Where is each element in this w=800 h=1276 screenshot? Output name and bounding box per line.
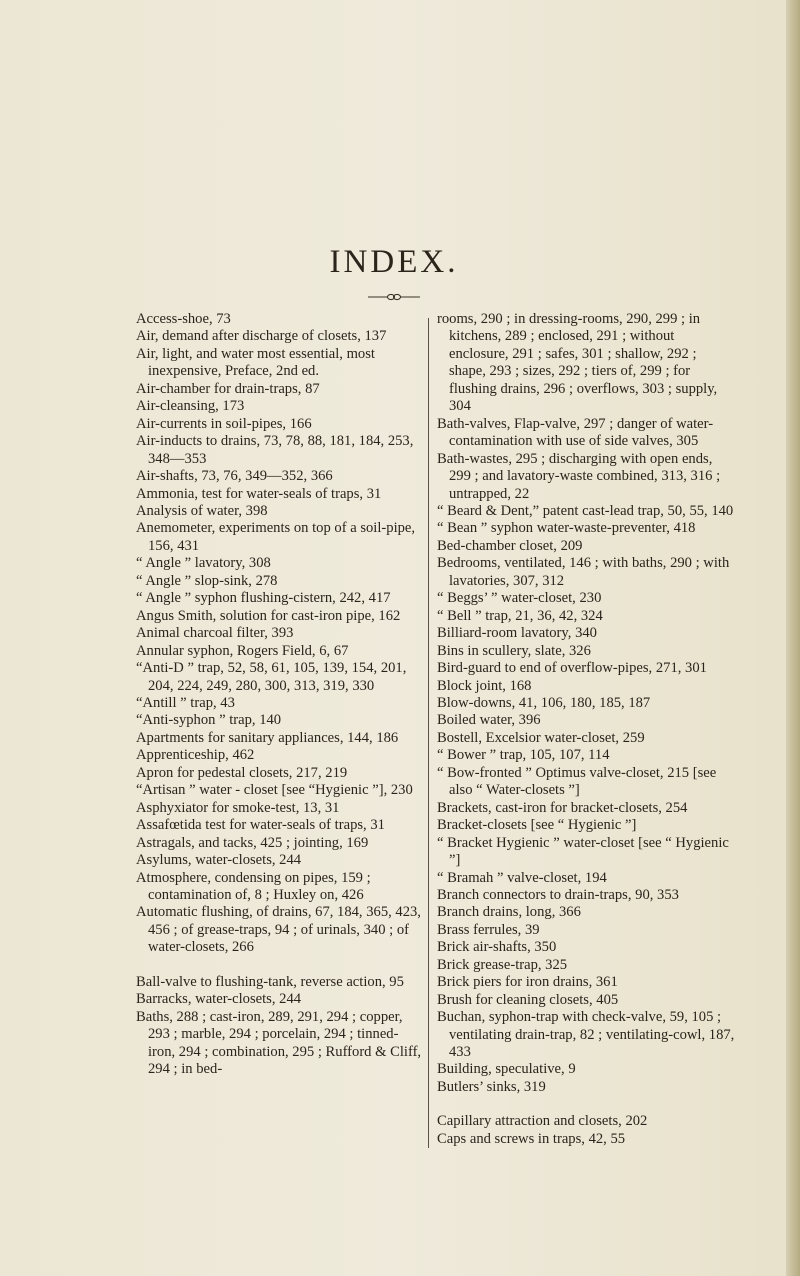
index-entry: “ Bracket Hygienic ” water-closet [see “ Hygienic ”] [437,834,729,869]
index-entry: Brick piers for iron drains, 361 [437,974,618,991]
index-entry: “ Angle ” slop-sink, 278 [136,572,278,589]
index-entry: Brick air-shafts, 350 [437,939,557,956]
index-entry: “Artisan ” water - closet [see “Hygienic ”], 230 [136,782,413,799]
index-entry: “ Bean ” syphon water-waste-preventer, 418 [437,520,696,537]
index-entry: Brick grease-trap, 325 [437,956,568,973]
index-entry: Branch drains, long, 366 [437,904,581,921]
index-entry: Analysis of water, 398 [136,502,268,519]
index-entry: Automatic flushing, of drains, 67, 184, 365, 423, 456 ; of grease-traps, 94 ; of urinals, 340 ; of water-closets, 266 [136,904,421,956]
index-entry: Brush for cleaning closets, 405 [437,991,619,1008]
index-entry: Barracks, water-closets, 244 [136,991,302,1008]
page-title: INDEX. [329,244,459,280]
index-entry: Air, light, and water most essential, most inexpensive, Preface, 2nd ed. [136,345,375,380]
index-entry: Apartments for sanitary appliances, 144, 186 [136,729,399,746]
index-entry: Caps and screws in traps, 42, 55 [437,1130,626,1147]
index-entry: Baths, 288 ; cast-iron, 289, 291, 294 ; copper, 293 ; marble, 294 ; porcelain, 294 ; tinned-iron, 294 ; combination, 295 ; Rufford & Cliff, 294 ; in bed- [136,1008,422,1078]
index-entry: “ Bell ” trap, 21, 36, 42, 324 [437,607,603,624]
index-entry: Astragals, and tacks, 425 ; jointing, 169 [136,834,369,851]
index-entry: Blow-downs, 41, 106, 180, 185, 187 [437,694,651,711]
index-entry: Capillary attraction and closets, 202 [437,1113,648,1130]
index-entry: Bostell, Excelsior water-closet, 259 [437,729,645,746]
index-entry: Bird-guard to end of overflow-pipes, 271, 301 [437,660,707,677]
index-entry: Brackets, cast-iron for bracket-closets, 254 [437,799,688,816]
index-entry: Animal charcoal filter, 393 [136,625,294,642]
index-entry: Bed-chamber closet, 209 [437,537,583,554]
index-entry: Air, demand after discharge of closets, 137 [136,328,387,345]
index-entry: Angus Smith, solution for cast-iron pipe, 162 [136,607,401,624]
page-edge [786,0,800,1276]
index-entry: Air-chamber for drain-traps, 87 [136,380,320,397]
index-entry: Apprenticeship, 462 [136,747,255,764]
index-entry: Air-shafts, 73, 76, 349—352, 366 [136,468,333,485]
index-entry: Branch connectors to drain-traps, 90, 353 [437,886,679,903]
index-entry: Billiard-room lavatory, 340 [437,625,597,642]
index-entry: Asylums, water-closets, 244 [136,852,302,869]
index-entry: Ball-valve to flushing-tank, reverse action, 95 [136,973,404,990]
index-entry: Annular syphon, Rogers Field, 6, 67 [136,642,349,659]
index-entry: Assafœtida test for water-seals of traps, 31 [136,817,385,834]
index-entry: “Anti-D ” trap, 52, 58, 61, 105, 139, 154, 201, 204, 224, 249, 280, 300, 313, 319, 330 [136,660,407,694]
index-entry: Access-shoe, 73 [136,311,231,327]
index-entry: Bracket-closets [see “ Hygienic ”] [437,817,637,834]
index-entry: Asphyxiator for smoke-test, 13, 31 [136,799,340,816]
index-entry: “Antill ” trap, 43 [136,694,235,711]
index-entry: “ Bow-fronted ” Optimus valve-closet, 215 [see also “ Water-closets ”] [437,764,717,799]
index-entry: Building, speculative, 9 [437,1061,576,1078]
index-entry: “ Bramah ” valve-closet, 194 [437,869,607,886]
index-entry: “ Bower ” trap, 105, 107, 114 [437,747,610,764]
index-column-left [136,311,422,1078]
index-entry: “ Beard & Dent,” patent cast-lead trap, 50, 55, 140 [437,502,734,519]
index-entry: Air-inducts to drains, 73, 78, 88, 181, 184, 253, 348—353 [136,433,414,467]
column-divider [428,318,429,1148]
index-entry: Anemometer, experiments on top of a soil-pipe, 156, 431 [136,520,416,554]
index-entry: Buchan, syphon-trap with check-valve, 59, 105 ; ventilating drain-trap, 82 ; ventilating-cowl, 187, 433 [437,1009,735,1061]
index-entry: Bins in scullery, slate, 326 [437,642,591,659]
index-entry: “ Beggs’ ” water-closet, 230 [437,590,602,607]
index-entry: “ Angle ” lavatory, 308 [136,555,271,572]
index-entry: Bath-wastes, 295 ; discharging with open ends, 299 ; and lavatory-waste combined, 313, 316 ; untrapped, 22 [437,450,721,502]
index-entry: Ammonia, test for water-seals of traps, 31 [136,485,382,502]
index-entry: rooms, 290 ; in dressing-rooms, 290, 299 ; in kitchens, 289 ; enclosed, 291 ; without enclosure, 291 ; safes, 301 ; shallow, 292 ; shape, 293 ; sizes, 292 ; tiers of, 299 ; for flushing drains, 296 ; overflows, 303 ; supply, 304 [437,311,718,415]
index-entry: Boiled water, 396 [437,712,541,729]
index-entry: Bedrooms, ventilated, 146 ; with baths, 290 ; with lavatories, 307, 312 [437,555,730,589]
index-entry: Bath-valves, Flap-valve, 297 ; danger of water-contamination with use of side valves, 305 [437,415,714,450]
index-entry: Atmosphere, condensing on pipes, 159 ; contamination of, 8 ; Huxley on, 426 [136,869,371,903]
index-entry: Air-currents in soil-pipes, 166 [136,415,312,432]
index-column-right [437,311,737,1148]
index-entry: Brass ferrules, 39 [437,921,540,938]
index-entry: “Anti-syphon ” trap, 140 [136,712,282,729]
index-entry: Air-cleansing, 173 [136,398,245,415]
index-entry: Block joint, 168 [437,677,532,694]
index-entry: Butlers’ sinks, 319 [437,1078,546,1095]
index-entry: “ Angle ” syphon flushing-cistern, 242, 417 [136,590,391,607]
ornament-divider [368,293,420,301]
index-entry: Apron for pedestal closets, 217, 219 [136,764,348,781]
